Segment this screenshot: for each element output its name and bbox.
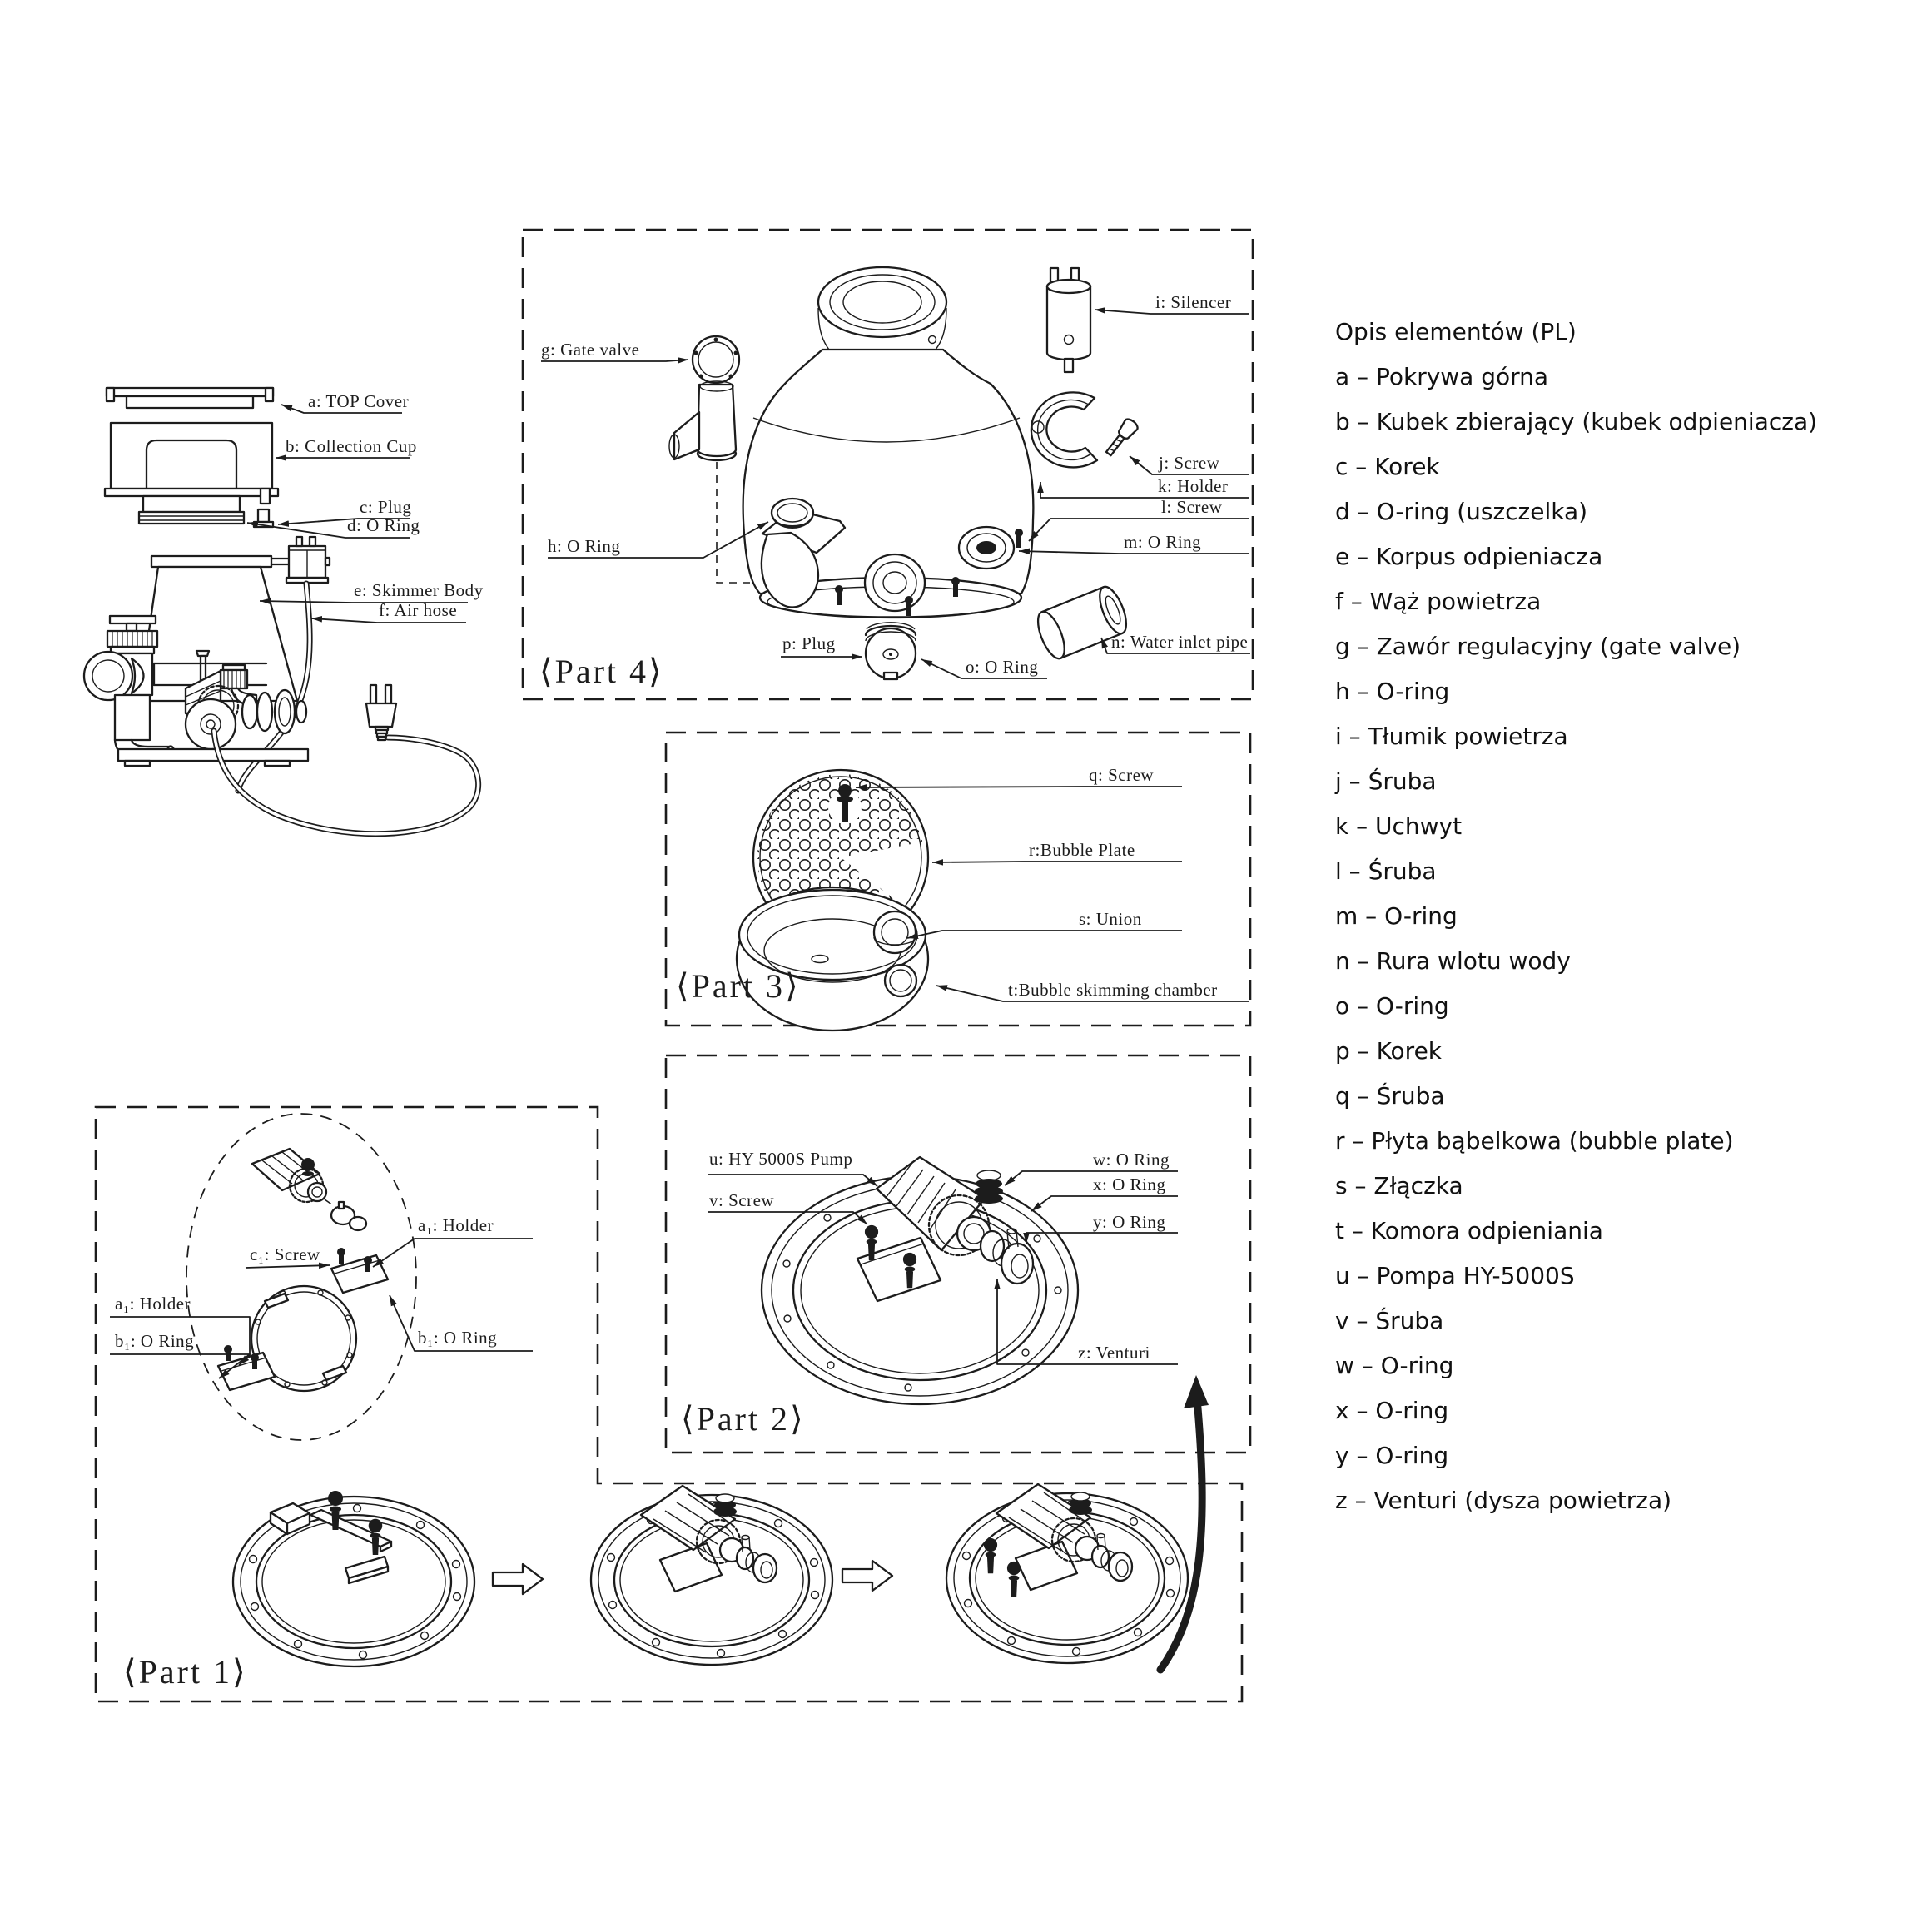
part4-caption: ⟨Part 4⟩ [539, 653, 664, 690]
legend-item-o: o – O-ring [1335, 992, 1449, 1020]
legend-item-v: v – Śruba [1335, 1307, 1444, 1334]
legend-item-b: b – Kubek zbierający (kubek odpieniacza) [1335, 408, 1818, 435]
step-arrow-2 [842, 1561, 892, 1591]
legend-item-c: c – Korek [1335, 453, 1440, 480]
label-holder-k: k: Holder [1158, 476, 1229, 496]
label-top-cover: a: TOP Cover [308, 391, 410, 411]
label-bubble-chamber: t:Bubble skimming chamber [1008, 980, 1218, 1000]
assembly-step-3 [946, 1484, 1188, 1663]
legend-item-k: k – Uchwyt [1335, 812, 1463, 840]
label-o-ring-d: d: O Ring [347, 515, 420, 535]
label-o-ring-w: w: O Ring [1093, 1150, 1170, 1170]
legend-item-m: m – O-ring [1335, 902, 1458, 930]
collection-cup-drawing [105, 423, 278, 524]
label-union: s: Union [1079, 909, 1142, 929]
assembly-step-2 [591, 1486, 832, 1665]
power-plug-drawing [366, 685, 396, 740]
label-holder-a1-left: a₁: Holder [115, 1294, 191, 1314]
label-collection-cup: b: Collection Cup [286, 436, 417, 456]
label-skimmer-body: e: Skimmer Body [354, 580, 484, 600]
label-gate-valve: g: Gate valve [541, 340, 640, 360]
part4-section [523, 230, 1253, 699]
exploded-pump-drawing [252, 1149, 366, 1230]
legend-item-q: q – Śruba [1335, 1082, 1445, 1110]
step-arrow-1 [493, 1564, 543, 1594]
label-o-ring-h: h: O Ring [548, 536, 621, 556]
label-o-ring-m: m: O Ring [1124, 532, 1202, 552]
legend-item-j: j – Śruba [1335, 767, 1437, 795]
part1-caption: ⟨Part 1⟩ [123, 1653, 248, 1691]
part2-section [666, 1055, 1250, 1453]
muffler-part-drawing [331, 1202, 366, 1230]
holder-bracket-right-drawing [331, 1248, 388, 1293]
label-venturi: z: Venturi [1078, 1343, 1150, 1363]
legend-item-w: w – O-ring [1335, 1352, 1454, 1379]
legend-item-x: x – O-ring [1335, 1397, 1449, 1424]
label-o-ring-b1-right: b₁: O Ring [418, 1328, 498, 1348]
label-air-hose: f: Air hose [379, 600, 458, 620]
label-screw-l: l: Screw [1161, 497, 1223, 517]
legend-item-h: h – O-ring [1335, 678, 1450, 705]
legend-title: Opis elementów (PL) [1335, 318, 1577, 345]
label-bubble-plate: r:Bubble Plate [1029, 840, 1135, 860]
legend-item-t: t – Komora odpieniania [1335, 1217, 1603, 1244]
silencer-drawing [1047, 268, 1090, 372]
overview-labels [247, 391, 484, 623]
assembled-skimmer-drawing [84, 388, 484, 834]
label-screw-v: v: Screw [709, 1190, 775, 1210]
assembly-step-1 [233, 1491, 474, 1666]
legend-item-p: p – Korek [1335, 1037, 1443, 1065]
label-o-ring-x: x: O Ring [1093, 1175, 1166, 1194]
label-pump: u: HY 5000S Pump [709, 1149, 853, 1169]
label-silencer: i: Silencer [1155, 292, 1232, 312]
drain-plug-drawing [866, 623, 916, 679]
legend-item-z: z – Venturi (dysza powietrza) [1335, 1487, 1672, 1514]
legend-item-u: u – Pompa HY-5000S [1335, 1262, 1575, 1289]
power-cord-drawing [214, 731, 479, 834]
legend-item-f: f – Wąż powietrza [1335, 588, 1542, 615]
label-screw-q: q: Screw [1089, 765, 1155, 785]
legend-item-y: y – O-ring [1335, 1442, 1449, 1469]
legend-item-n: n – Rura wlotu wody [1335, 947, 1571, 975]
part2-caption: ⟨Part 2⟩ [681, 1400, 806, 1438]
holder-drawing [1031, 392, 1097, 467]
label-o-ring-o: o: O Ring [966, 657, 1039, 677]
label-o-ring-b1-left: b₁: O Ring [115, 1331, 195, 1351]
legend-item-l: l – Śruba [1335, 857, 1437, 885]
union-drawing [874, 911, 916, 953]
legend-item-e: e – Korpus odpieniacza [1335, 543, 1603, 570]
label-screw-j: j: Screw [1159, 453, 1220, 473]
legend-item-r: r – Płyta bąbelkowa (bubble plate) [1335, 1127, 1734, 1155]
part3-caption: ⟨Part 3⟩ [676, 967, 801, 1005]
legend-item-a: a – Pokrywa górna [1335, 363, 1549, 390]
bubble-chamber-drawing [737, 887, 928, 1031]
legend-item-d: d – O-ring (uszczelka) [1335, 498, 1588, 525]
label-screw-c1: c₁: Screw [250, 1244, 320, 1264]
screw-j-drawing [1103, 417, 1140, 459]
label-plug: c: Plug [360, 497, 412, 517]
label-water-inlet-pipe: n: Water inlet pipe [1111, 632, 1249, 652]
air-silencer-drawing [286, 537, 330, 583]
part3-section [666, 733, 1250, 1031]
legend-panel [1335, 310, 1817, 1523]
top-cover-drawing [107, 388, 273, 408]
legend-item-i: i – Tłumik powietrza [1335, 723, 1568, 750]
label-holder-a1-right: a₁: Holder [418, 1215, 494, 1235]
legend-item-g: g – Zawór regulacyjny (gate valve) [1335, 633, 1741, 660]
label-plug-p: p: Plug [782, 633, 836, 653]
legend-item-s: s – Złączka [1335, 1172, 1463, 1199]
label-o-ring-y: y: O Ring [1093, 1212, 1166, 1232]
